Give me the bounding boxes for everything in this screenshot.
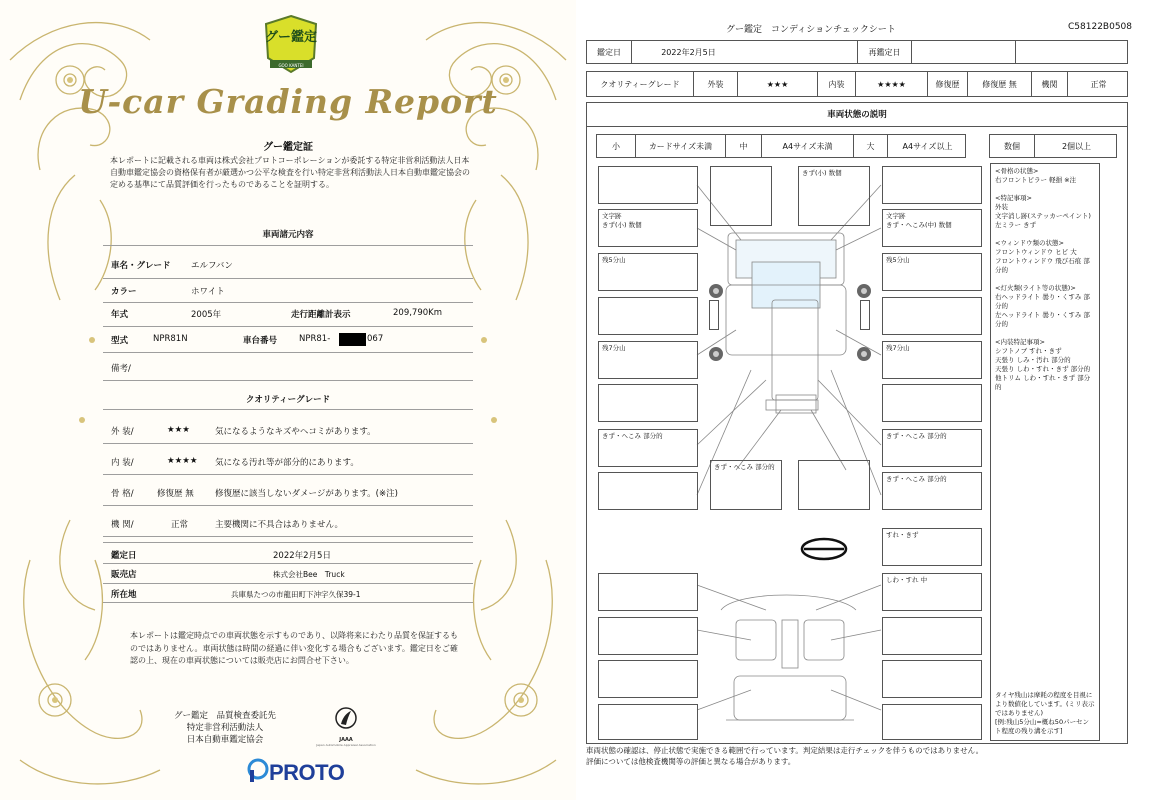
proto-mark-icon [247,758,269,784]
repair-value: 修復歴 無 [967,72,1031,96]
interior-value: ★★★★ [855,72,927,96]
proto-logo [247,758,357,786]
jaaa-logo [316,706,376,756]
quality-label: 外 装/ [111,427,134,437]
spec-label: 車名・グレード [111,261,171,271]
notes-heading: <骨格の状態> [995,167,1039,175]
notes-line: フロントウィンドウ 飛び石痕 部分的 [995,257,1090,274]
disclaimer-note: 本レポートは鑑定時点での車両状態を示すものであり、以降将来にわたり品質を保証するものではありません。車両状態は時間の経過に伴い変化する場合もございます。鑑定日をご確認の上、現在の車両状態については販売店にお問合せ下さい。 [130,631,458,665]
notes-line: 左ヘッドライト 曇り・くすみ 部分的 [995,311,1090,328]
count-value: 2個以上 [1034,135,1118,157]
appraisal-date: 2022年2月5日 [273,551,331,561]
interior-label: 内装 [817,72,855,96]
proto-wordmark: PROTO [269,760,345,785]
spec-value: 2005年 [191,310,222,320]
dealer-location: 兵庫県たつの市龍田町下沖字久保39-1 [231,590,361,599]
quality-note: 修復歴に該当しないダメージがあります。(※注) [215,489,398,499]
quality-row [103,420,473,444]
size-legend [596,134,966,158]
spec-label: 車台番号 [243,336,278,346]
spec-value: エルフバン [191,261,233,271]
sheet-id: C58122B0508 [1068,22,1132,32]
size-legend-item: A4サイズ以上 [887,135,967,157]
quality-grade: ★★★★ [167,456,198,466]
damage-box [798,460,870,510]
damage-box [598,472,698,510]
damage-box: すれ・きず [882,528,982,566]
spec-section-title: 車両諸元内容 [262,230,314,240]
damage-box: 残5分山 [882,253,982,291]
quality-grade: 正常 [171,520,189,530]
count-legend [989,134,1117,158]
org-line: グー鑑定 品質検査委託先 [173,711,276,721]
spec-row-remarks [103,353,473,381]
jaaa-text: JAAA [339,737,353,743]
appraisal-date-row [103,545,473,564]
blank-cell [1015,41,1129,63]
spec-label: 走行距離計表示 [291,310,351,320]
damage-box [598,297,698,335]
org-line: 特定非営利活動法人 [186,723,264,733]
notes-line: 文字消し跡(ステッカーペイント) [995,212,1091,220]
quality-note: 気になるようなキズやヘコミがあります。 [215,427,376,437]
notes-heading: <内装特記事項> [995,338,1045,346]
damage-box: きず・へこみ 部分的 [882,429,982,467]
repair-label: 修復歴 [927,72,967,96]
damage-box: 残5分山 [598,253,698,291]
size-legend-item: 小 [612,141,620,151]
spec-row-model [103,327,473,353]
damage-box: 文字跡 きず(小) 数個 [598,209,698,247]
size-legend-item: 大 [853,135,887,157]
report-subtitle: グー鑑定証 [263,142,313,153]
quality-label: 内 装/ [111,458,134,468]
damage-box [598,660,698,698]
exterior-label: 外装 [693,72,737,96]
quality-label: 機 関/ [111,520,134,530]
date-label: 鑑定日 [597,47,621,57]
count-label: 数個 [1004,141,1020,151]
location-row [103,584,473,603]
notes-group-special [995,194,1095,230]
damage-box [882,660,982,698]
engine-value: 正常 [1067,72,1129,96]
damage-box [598,166,698,204]
info-label: 鑑定日 [111,551,137,561]
damage-box [598,573,698,611]
notes-heading: <特記事項> [995,194,1032,202]
notes-line: 他トリム しわ・すれ・きず 部分的 [995,374,1091,391]
sheet-title: グー鑑定 コンディションチェックシート [726,25,896,35]
sheet-footer [586,745,1146,767]
quality-row [103,482,473,506]
dealer-row [103,564,473,584]
report-title: U-car Grading Report [78,82,498,121]
damage-box: しわ・すれ 中 [882,573,982,611]
notes-line: 天張り しわ・すれ・きず 部分的 [995,365,1091,373]
damage-box: 文字跡 きず・へこみ(中) 数個 [882,209,982,247]
divider [103,245,473,246]
notes-line: 左ミラー きず [995,221,1037,229]
damage-box: 残7分山 [882,341,982,379]
condition-section-title: 車両状態の説明 [587,103,1127,127]
badge-subtext: GOO KANTEI [278,63,304,68]
jaaa-subtext: Japan Automobile Appraisal Association [316,743,376,747]
chassis-prefix: NPR81- [299,334,331,344]
org-line: 日本自動車鑑定協会 [186,735,264,745]
damage-box: きず(小) 数個 [798,166,870,226]
redacted-block [339,333,366,346]
mirror-box [860,300,870,330]
notes-line: フロントウィンドウ ヒビ 大 [995,248,1077,256]
exterior-value: ★★★ [737,72,817,96]
notes-line: 右フロントピラー 軽損 ※注 [995,176,1077,184]
spec-row-color [103,279,473,303]
damage-box [598,384,698,422]
spec-label: 年式 [111,310,129,320]
divider [103,409,473,410]
badge-text: グー鑑定 [264,30,317,45]
spec-value: ホワイト [191,287,225,297]
notes-group-interior [995,338,1095,392]
spec-row-name [103,253,473,279]
notes-group-frame [995,167,1095,185]
spec-value: NPR81N [153,334,188,344]
spec-label: カラー [111,287,137,297]
date-value: 2022年2月5日 [631,41,745,63]
size-legend-item: A4サイズ未満 [761,135,853,157]
date-band [586,40,1128,64]
chassis-suffix: 067 [367,334,384,344]
quality-row [103,513,473,537]
damage-box [598,617,698,655]
footer-line: 車両状態の確認は、停止状態で実施できる範囲で行っています。判定結果は走行チェックを伴うものではありません。 [586,746,984,755]
spec-row-year [103,303,473,327]
notes-line: 右ヘッドライト 曇り・くすみ 部分的 [995,293,1090,310]
engine-label: 機関 [1031,72,1067,96]
reappraisal-label: 再鑑定日 [857,41,911,63]
spec-label: 備考/ [111,364,131,374]
quality-section-title: クオリティーグレード [245,395,331,405]
notes-line: 天張り しみ・汚れ 部分的 [995,356,1071,364]
grade-band [586,71,1128,97]
notes-group-lights [995,284,1095,329]
footer-line: 評価については他検査機関等の評価と異なる場合があります。 [586,757,796,766]
condition-notes-panel [990,163,1100,741]
quality-label: 骨 格/ [111,489,134,499]
info-label: 販売店 [111,570,137,580]
damage-box: きず・へこみ 部分的 [882,472,982,510]
mirror-box [709,300,719,330]
damage-box: きず・へこみ 部分的 [710,460,782,510]
divider [103,542,473,543]
damage-box [882,384,982,422]
notes-group-windows [995,239,1095,275]
size-legend-item: カードサイズ未満 [635,135,725,157]
damage-box: きず・へこみ 部分的 [598,429,698,467]
notes-line: シフトノブ すれ・きず [995,347,1062,355]
spec-value: 209,790Km [393,308,443,318]
quality-grade: 修復歴 無 [157,489,194,499]
damage-box: 残7分山 [598,341,698,379]
quality-row [103,451,473,475]
grade-label: クオリティーグレード [600,79,680,89]
notes-heading: <灯火類(ライト等の状態)> [995,284,1076,292]
info-label: 所在地 [111,590,137,600]
quality-note: 気になる汚れ等が部分的にあります。 [215,458,359,468]
damage-box [882,166,982,204]
damage-box [598,704,698,740]
notes-line: 外装 [995,203,1008,211]
dealer-name: 株式会社Bee Truck [273,570,345,579]
certification-statement: 本レポートに記載される車両は株式会社プロトコーポレーションが委託する特定非営利活動法人日本自動車鑑定協会の資格保有者が厳選かつ公平な検査を行い特定非営利活動法人日本自動車鑑定協会の定める基準にて品質評価を行ったものであることを証明する。 [110,156,470,189]
notes-heading: <ウィンドウ類の状態> [995,239,1065,247]
damage-box [882,617,982,655]
spec-label: 型式 [111,336,129,346]
quality-grade: ★★★ [167,425,190,435]
damage-box [882,704,982,740]
damage-box [710,166,772,226]
tyre-note: タイヤ残山は摩耗の程度を目視により数値化しています。(ミリ表示ではありません) [例:残山5分山=概ね50パーセント程度の残り溝を示す] [995,691,1095,735]
size-legend-item: 中 [725,135,761,157]
quality-note: 主要機関に不具合はありません。 [215,520,344,530]
jaaa-emblem-icon [334,706,358,732]
reappraisal-value [911,41,1015,63]
damage-box [882,297,982,335]
inspection-organization [150,710,300,746]
